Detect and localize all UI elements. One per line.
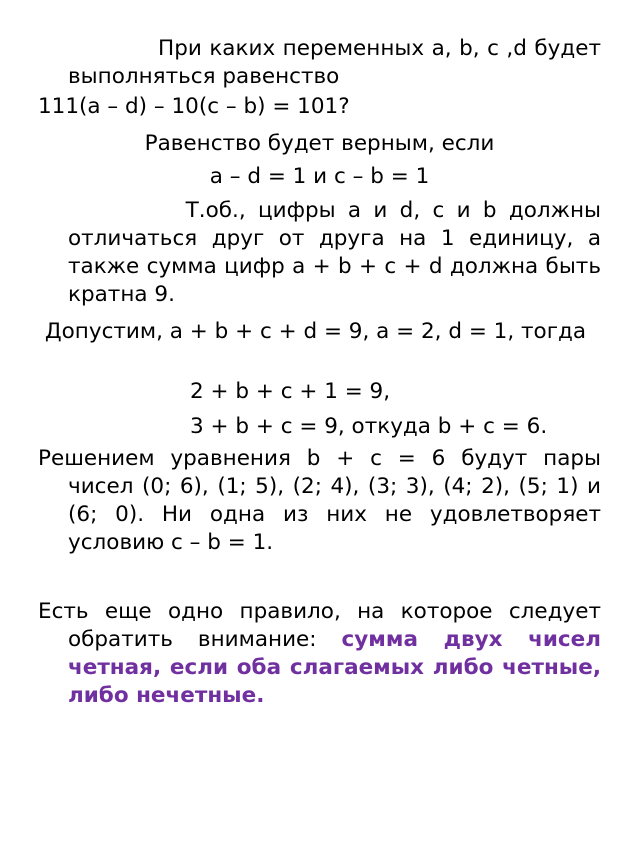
equation-line: 111(a – d) – 10(c – b) = 101? (38, 94, 350, 119)
calculation-step-2: 3 + b + c = 9, откуда b + c = 6. (190, 414, 548, 439)
condition-line: a – d = 1 и c – b = 1 (209, 164, 430, 189)
explanation-paragraph: Т.об., цифры a и d, c и b должны отличаться друг от друга на 1 единицу, а также сумма цифр a + b + c + d должна быть кратна 9. (38, 198, 601, 307)
rule-intro-text: Есть еще одно правило, на которое следует обратить внимание: (38, 599, 601, 652)
assumption-paragraph: Допустим, a + b + c + d = 9, a = 2, d = 1, тогда (38, 319, 587, 344)
equality-condition-heading: Равенство будет верным, если (144, 131, 495, 156)
intro-paragraph: При каких переменных a, b, c ,d будет выполняться равенство (38, 36, 601, 89)
solution-paragraph: Решением уравнения b + c = 6 будут пары чисел (0; 6), (1; 5), (2; 4), (3; 3), (4; 2), (5; 1) и (6; 0). Ни одна из них не удовлетворяет условию c – b = 1. (38, 446, 601, 555)
calculation-step-1: 2 + b + c + 1 = 9, (190, 379, 391, 404)
rule-highlight-text: сумма двух чисел четная, если оба слагаемых либо четные, либо нечетные. (68, 627, 601, 708)
rule-paragraph (38, 598, 601, 710)
